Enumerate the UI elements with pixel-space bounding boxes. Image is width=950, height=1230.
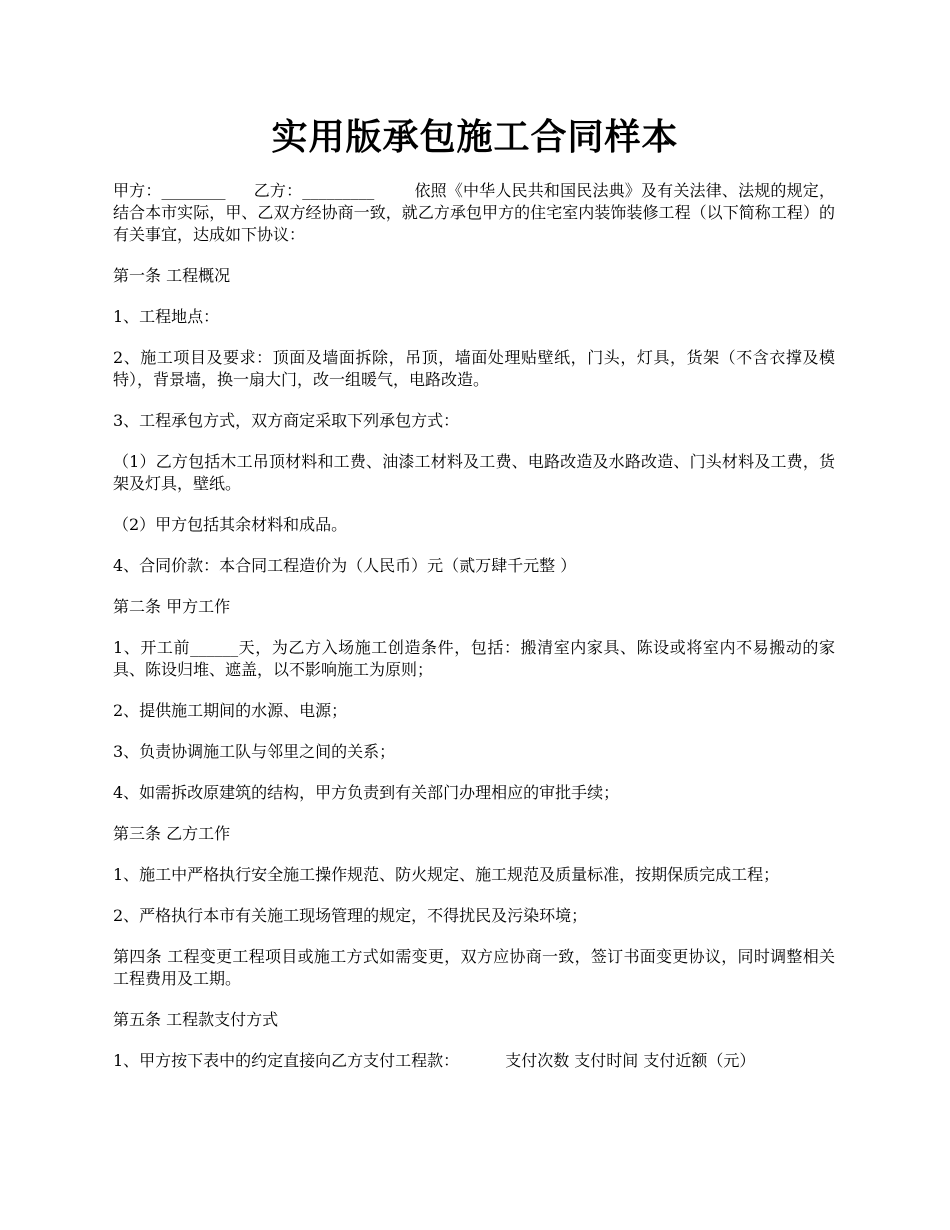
- clause-paragraph: 2、提供施工期间的水源、电源；: [113, 701, 348, 720]
- payment-paragraph: [113, 1050, 835, 1072]
- clause-paragraph: （2）甲方包括其余材料和成品。: [113, 515, 348, 534]
- document-body: [113, 180, 835, 1091]
- clause-paragraph: 1、开工前______天，为乙方入场施工创造条件，包括：搬清室内家具、陈设或将室内不易搬动的家具、陈设归堆、遮盖，以不影响施工为原则；: [113, 638, 835, 679]
- clause-paragraph: 1、工程地点：: [113, 307, 220, 326]
- intro-text: 依照《中华人民共和国民法典》及有关法律、法规的规定，结合本市实际，甲、乙双方经协商一致，就乙方承包甲方的住宅室内装饰装修工程（以下简称工程）的有关事宜，达成如下协议：: [113, 181, 835, 244]
- clause-paragraph: （1）乙方包括木工吊顶材料和工费、油漆工材料及工费、电路改造及水路改造、门头材料及工费，货架及灯具，壁纸。: [113, 452, 835, 493]
- payment-table-headers: 支付次数 支付时间 支付近额（元）: [505, 1051, 756, 1070]
- section-heading: 第二条 甲方工作: [113, 597, 231, 616]
- party-b-label: 乙方：: [253, 181, 303, 200]
- party-b-blank: _________: [302, 181, 375, 200]
- document-title: 实用版承包施工合同样本: [271, 116, 679, 158]
- clause-paragraph: 4、合同价款：本合同工程造价为（人民币）元（贰万肆千元整 ）: [113, 556, 577, 575]
- clause-paragraph: 4、如需拆改原建筑的结构，甲方负责到有关部门办理相应的审批手续；: [113, 783, 620, 802]
- clause-paragraph: 1、施工中严格执行安全施工操作规范、防火规定、施工规范及质量标准，按期保质完成工程；: [113, 865, 780, 884]
- section-heading: 第五条 工程款支付方式: [113, 1010, 279, 1029]
- clause-paragraph: 2、严格执行本市有关施工现场管理的规定，不得扰民及污染环境；: [113, 906, 588, 925]
- clause-paragraph: 第四条 工程变更工程项目或施工方式如需变更，双方应协商一致，签订书面变更协议，同时调整相关工程费用及工期。: [113, 947, 835, 988]
- intro-paragraph: [113, 180, 835, 246]
- clause-paragraph: 3、工程承包方式，双方商定采取下列承包方式：: [113, 411, 460, 430]
- clause-paragraph: 3、负责协调施工队与邻里之间的关系；: [113, 742, 396, 761]
- clause-paragraph: 2、施工项目及要求：顶面及墙面拆除，吊顶，墙面处理贴壁纸，门头，灯具，货架（不含衣撑及模特），背景墙，换一扇大门，改一组暖气，电路改造。: [113, 348, 835, 389]
- section-heading: 第一条 工程概况: [113, 266, 231, 285]
- payment-text: 1、甲方按下表中的约定直接向乙方支付工程款：: [113, 1051, 460, 1070]
- section-heading: 第三条 乙方工作: [113, 824, 231, 843]
- party-a-blank: ________: [161, 181, 226, 200]
- party-a-label: 甲方：: [113, 181, 162, 200]
